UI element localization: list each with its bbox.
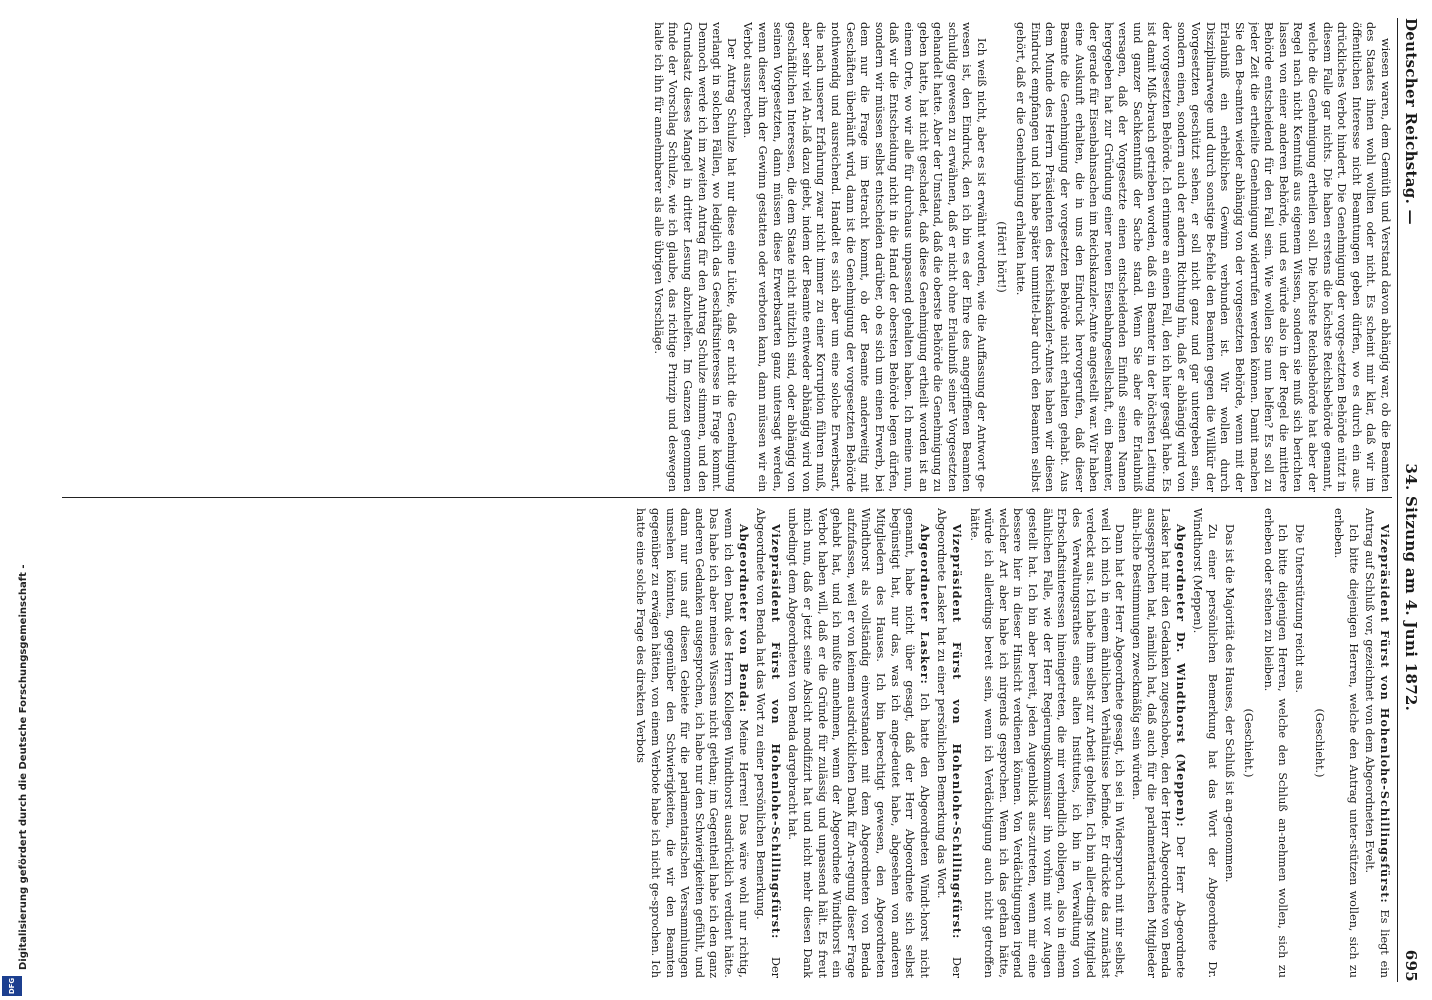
footer-credit: Digitalisierung gefördert durch die Deutsche Forschungsgemeinschaft - bbox=[18, 564, 29, 970]
stage-direction: (Geschieht.) bbox=[1312, 708, 1326, 778]
paragraph-text: Es liegt ein Antrag auf Schluß vor, gezeichnet von dem Abgeordneten Evelt. bbox=[1363, 508, 1391, 978]
digitization-footer bbox=[0, 0, 29, 1000]
paragraph bbox=[1221, 508, 1236, 978]
paragraph bbox=[785, 508, 932, 978]
paragraph-text: Ich bitte diejenigen Herren, welche den Schluß an-nehmen wollen, sich zu erheben oder stehen zu bleiben. bbox=[1261, 508, 1290, 978]
paragraph bbox=[650, 22, 738, 492]
speaker-name: Vizepräsident Fürst von Hohenlohe-Schillingsfürst: bbox=[949, 524, 964, 940]
speaker-name: Abgeordneter Lasker: bbox=[917, 524, 932, 685]
paragraph bbox=[1129, 508, 1188, 978]
paragraph bbox=[633, 508, 751, 978]
paragraph bbox=[1291, 508, 1306, 978]
right-column bbox=[52, 508, 1392, 978]
speaker-name: Vizepräsident Fürst von Hohenlohe-Schillingsfürst: bbox=[768, 524, 783, 940]
paragraph-text: Die Unterstützung reicht aus. bbox=[1293, 524, 1307, 694]
header-left: Deutscher Reichstag. — bbox=[1402, 18, 1420, 225]
speaker-name: Abgeordneter Dr. Windthorst (Meppen): bbox=[1173, 524, 1188, 828]
dfg-logo: DFG bbox=[2, 976, 22, 996]
paragraph-text: Der Abgeordnete von Benda hat das Wort zu einer persönlichen Bemerkung. bbox=[754, 508, 782, 978]
speaker-name: Abgeordneter von Benda: bbox=[736, 524, 751, 714]
paragraph-text: Ich hatte den Abgeordneten Windt-horst nicht genannt, habe nicht über gesagt, daß der Herr Abgeordnete sich selbst begünstigt hat, nur das, was ich ange-deutet habe, abgesehen von anderen Mitgliedern des Hauses. Ich bin berechtigt gewesen, den Abgeordneten Windthorst als vollständig einverstanden mit dem Abgeordneten von Benda aufzufassen, weil er von keinem ausdrücklichen Dank für An-regung dieser Frage gehabt hat, und ich mußte annehmen, wenn der Abgeordnete Windthorst ein Verbot haben will, daß er die Gründe für zulässig und unpassend hält. Es freut mich nun, daß er jetzt seine Absicht modifizirt hat und nicht mehr diesen Dank unbedingt dem Abgeordneten von Benda dargebracht hat. bbox=[786, 508, 931, 978]
paragraph-text: Ich bitte diejenigen Herren, welche den Antrag unter-stützen wollen, sich zu erheben. bbox=[1332, 508, 1360, 978]
paragraph-text: Zu einer persönlichen Bemerkung hat das Wort der Abgeordnete Dr. Windthorst (Meppen). bbox=[1191, 508, 1220, 978]
paragraph-text: Meine Herren! Das wäre wohl nur richtig, wenn ich den Dank des Herrn Kollegen Windthorst ausdrücklich verdient hätte. Das habe ich aber meines Wissens nicht gethan; im Gegentheil habe ich den ganz anderen Gedanken ausgesprochen, ich habe nur den Schwierigkeiten gefühlt, und dann nur uns auf diesen Gebiete für die parlamentarischen Versammlungen umsehen könnten, gegenüber den Schwierigkeiten, die wir den Beamten gegenüber zu erwägen hätten, von einem Verbote habe ich nicht ge-sprochen. Ich hatte eine solche Frage des direkten Verbots bbox=[634, 508, 750, 978]
paragraph bbox=[934, 508, 964, 978]
paragraph bbox=[753, 508, 783, 978]
paragraph-text: Ich weiß nicht, aber es ist erwähnt worden, wie die Auffassung der Antwort ge-wesen ist, den Eindruck, den ich bin es der Ehre des angegriffenen Beamten schuldig gewesen zu erwähnen, daß er nicht ohne Erlaubniß seiner Vorgesetzten gehandelt hatte. Aber der Umstand, daß die oberste Behörde die Genehmigung zu geben hatte, hat nicht geschadet, daß diese Genehmigung ertheilt worden ist an einem Orte, wo wir alle für durchaus unpassend gehalten haben. Ich meine nun, daß wir die Entscheidung nicht in die Hand der obersten Behörde legen dürfen, sondern wir müssen selbst entscheiden darüber, ob es sich um einen Erwerb, bei dem nur die Frage im Betracht kommt, ob der Beamte anderweitig mit Geschäften überhäuft wird, dann ist die Genehmigung der vorgesetzten Behörde nothwendig und ausreichend. Handelt es sich aber um eine solche Erwerbsart, die nach unserer Erfahrung zwar nicht immer zu einer Korruption führen muß, aber sehr viel An-laß dazu giebt, indem der Beamte entweder abhängig wird von geschäftlichen Interessen, die dem Staate nicht nützlich sind, oder abhängig von seinen Vorgesetzten, dann müssen diese Erwerbsarten ganz untersagt werden, wenn dieser ihm der Gewinn gestatten oder verboten kann, dann müssen wir ein Verbot aussprechen. bbox=[741, 22, 988, 492]
paragraph bbox=[1331, 508, 1360, 978]
paragraph-text: Der Antrag Schulze hat nur diese eine Lücke, daß er nicht die Genehmigung verlangt in solchen Fällen, wo lediglich das Geschäftsinteresse in Frage kommt. Dennoch werde ich im zweiten Antrag für den Antrag Schulze stimmen, und den Grundsatz dieses Mangel in dritter Lesung abzuhelfen. Im Ganzen genommen finde der Vorschlag Schulze, wie ich glaube, das richtige Prinzip und deswegen halte ich ihn für annehmbarer als alle übrigen Vorschläge. bbox=[651, 22, 738, 492]
paragraph bbox=[1190, 508, 1219, 978]
speaker-name: Vizepräsident Fürst von Hohenlohe-Schillingsfürst: bbox=[1378, 524, 1392, 904]
rotated-page-content bbox=[32, 0, 1432, 1000]
page-header bbox=[1397, 18, 1424, 982]
header-center: 34. Sitzung am 4. Juni 1872. bbox=[1402, 463, 1420, 712]
paragraph-text: wiesen waren, dem Gemüth und Verstand davon abhängig war, ob die Beamten des Staates ihnen wohl wollten oder nicht. Es scheint mir klar, daß wir im öffentlichen Interesse nicht Beamtungen geben dürfen, wo es durch ein aus-drückliches Verbot hindert. Die Genehmigung der vorge-setzten Behörde nützt in diesem Falle gar nichts. Die haben erstens die höchste Reichsbehörde genannt, welche die Genehmigung ertheilen soll. Die höchste Reichsbehörde hat aber der Regel nach nicht Kenntniß aus eigenem Wissen, sondern sie muß sich berichten lassen von einer anderen Behörde, und es würde also in der Regel die mittlere Behörde entscheidend für den Fall sein. Wie wollen Sie nun helfen? Es soll zu jeder Zeit die ertheilte Genehmigung widerrufen werden können. Damit machen Sie den Be-amten wieder abhängig von der vorgesetzten Behörde, wenn mit der Erlaubniß ein erhebliches Gewinn verbunden ist. Wir wollen durch Disziplinarwege und durch sonstige Be-fehle den Beamten gegen die Willkür der Vorgesetzten geschützt sehen, er soll nicht ganz und gar untergeben sein, sondern einen, sondern auch der andern Richtung hin, daß er abhängig wird von der vorgesetzten Behörde. Ich erinnere an einen Fall, den ich hier gesagt habe. Es ist damit Miß-brauch getrieben worden, daß ein Beamter in der höchsten Leitung und ganzer Sachkenntniß der Sache stand. Wenn Sie aber die Erlaubniß versagen, daß der Vorgesetzte einen entscheidenden Einfluß seinen Namen hergegeben hat zur Gründung einer neuen Eisenbahngesellschaft, ein Beamter, der gerade für Eisenbahnsachen im Reichskanzler-Amte angestellt war. Wir haben eine Auskunft erhalten, die in uns den Eindruck hervorgerufen, daß dieser Beamte die Genehmigung der vorgesetzten Behörde nicht erhalten gehabt. Aus dem Munde des Herrn Präsidenten des Reichskanzler-Amtes haben wir diesen Eindruck empfangen und ich habe später unmittel-bar durch den Beamten selbst gehört, daß er die Genehmigung erhalten hatte. bbox=[1014, 22, 1392, 492]
paragraph-text: Der Herr Ab-geordnete Lasker hat mir den Gedanken zugeschoben, den der Herr Abgeordnete von Benda ausgesprochen hat, nämlich hat, daß auch für die parlamentarischen Mitglieder ähn-liche Bestimmungen zweckmäßig sein würden. bbox=[1130, 508, 1187, 978]
paragraph bbox=[1013, 22, 1392, 492]
paragraph bbox=[966, 508, 1127, 978]
column-divider bbox=[62, 497, 1392, 498]
page-number: 695 bbox=[1402, 949, 1420, 982]
stage-direction: (Hört! hört!) bbox=[994, 221, 1008, 293]
paragraph bbox=[1260, 508, 1289, 978]
paragraph-text: Der Abgeordnete Lasker hat zu einer persönlichen Bemerkung das Wort. bbox=[935, 508, 963, 978]
paragraph bbox=[740, 22, 988, 492]
paragraph bbox=[1362, 508, 1392, 978]
left-column bbox=[52, 22, 1392, 492]
paragraph-text: Dann hat der Herr Abgeordnete gesagt, ich sei in Widerspruch mit mir selbst, weil ich mich in einem ähnlichen Verhältnisse befinde. Er drückte das zunächst verdeckt aus. Ich habe ihm selbst zur Arbeit geholfen. Ich bin aller-dings Mitglied des Verwaltungsrathes eines alten Institutes, ich bin in Verwaltung von Erbschaftsinteressen hineingetreten, die mir verbindlich obliegen, also in einem ähnlichen Falle, wie der Herr Regierungskommissar ihn vorhin mit vor Augen gestellt hat. Ich bin aber bereit, jeden Augenblick aus-zutreten, wenn mir eine bessere hier in dieser Hinsicht verdienen können. Von Verdächtigungen irgend welcher Art aber habe ich nirgends gesprochen. Wenn ich das gethan hätte, würde ich allerdings bereit sein, wenn ich Verdächtigung auch nicht getroffen hätte. bbox=[967, 508, 1127, 978]
stage-direction: (Geschieht.) bbox=[1242, 708, 1256, 778]
paragraph-text: Das ist die Majorität des Hauses, der Schluß ist an-genommen. bbox=[1222, 524, 1236, 883]
